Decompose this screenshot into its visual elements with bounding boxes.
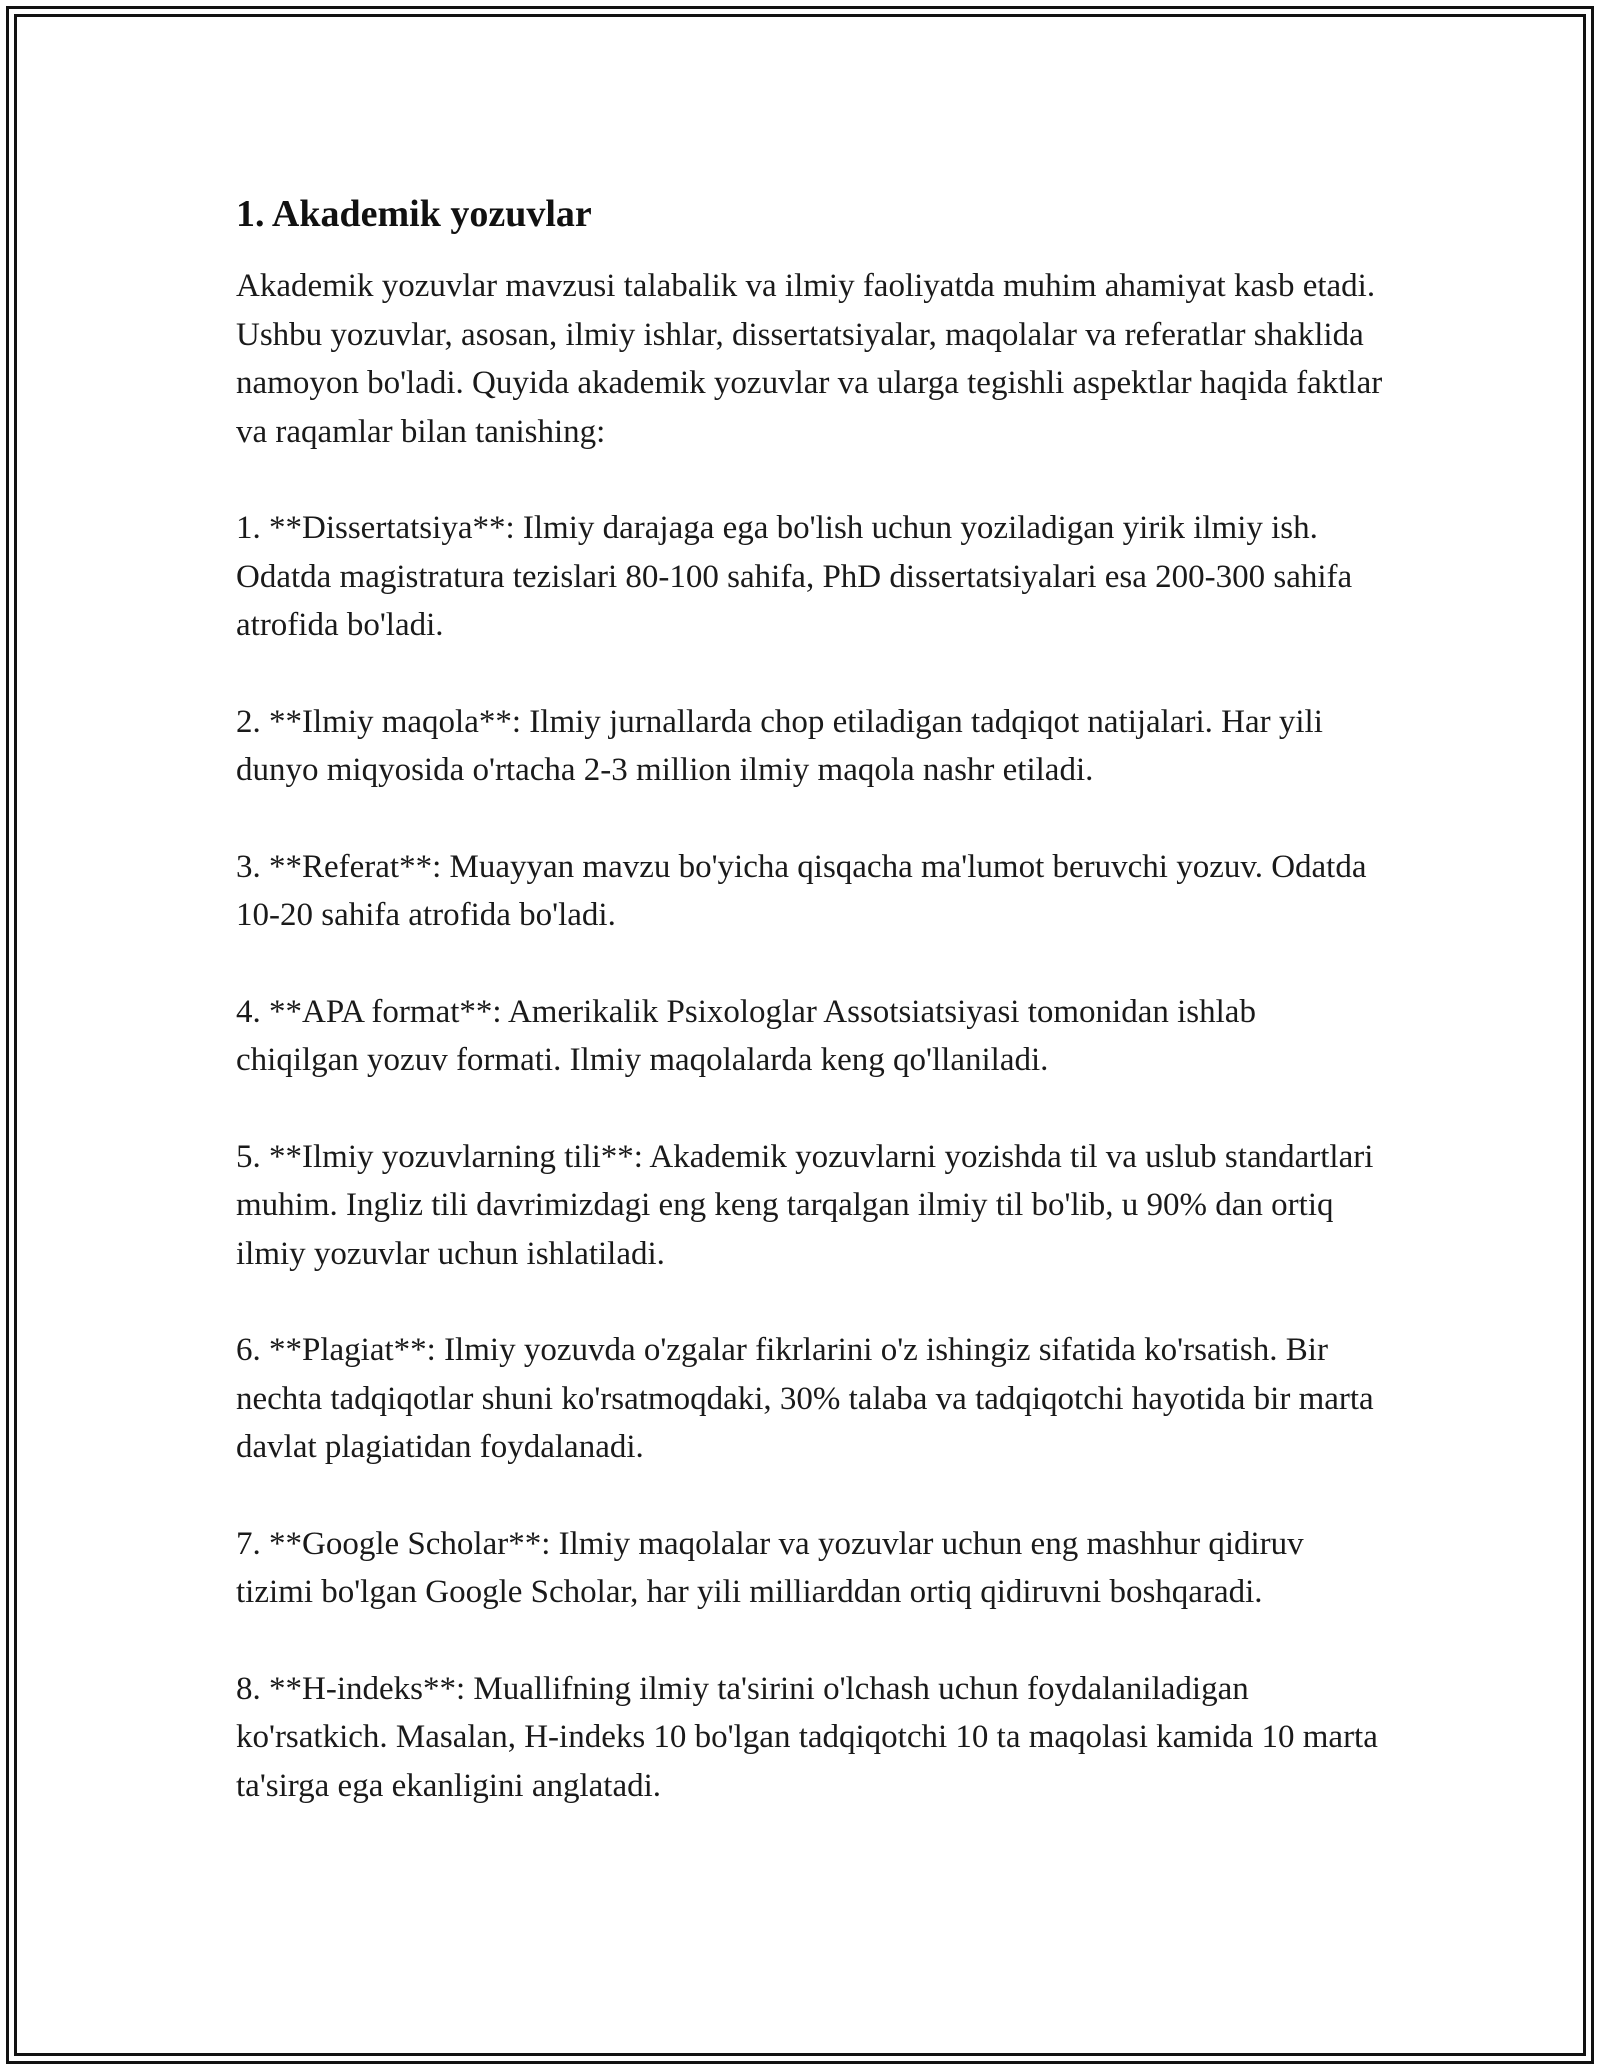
- list-item-dissertatsiya: 1. **Dissertatsiya**: Ilmiy darajaga ega bo'lish uchun yoziladigan yirik ilmiy ish. Odatda magistratura tezislari 80-100 sahifa, PhD dissertatsiyalari esa 200-300 sahifa atrofida bo'ladi.: [236, 510, 1353, 643]
- list-item-ilmiy-maqola: 2. **Ilmiy maqola**: Ilmiy jurnallarda chop etiladigan tadqiqot natijalari. Har yili dunyo miqyosida o'rtacha 2-3 million ilmiy maqola nashr etiladi.: [236, 703, 1323, 788]
- list-item-plagiat: 6. **Plagiat**: Ilmiy yozuvda o'zgalar fikrlarini o'z ishingiz sifatida ko'rsatish. Bir nechta tadqiqotlar shuni ko'rsatmoqdaki, 30% talaba va tadqiqotchi hayotida bir marta davlat plagiatidan foydalanadi.: [236, 1332, 1374, 1465]
- document-body: [236, 188, 1386, 1858]
- list-item-referat: 3. **Referat**: Muayyan mavzu bo'yicha qisqacha ma'lumot beruvchi yozuv. Odatda 10-20 sahifa atrofida bo'ladi.: [236, 848, 1367, 933]
- list-item-ilmiy-yozuvlar-tili: 5. **Ilmiy yozuvlarning tili**: Akademik yozuvlarni yozishda til va uslub standartlari muhim. Ingliz tili davrimizdagi eng keng tarqalgan ilmiy til bo'lib, u 90% dan ortiq ilmiy yozuvlar uchun ishlatiladi.: [236, 1138, 1374, 1272]
- list-item-google-scholar: 7. **Google Scholar**: Ilmiy maqolalar va yozuvlar uchun eng mashhur qidiruv tizimi bo'lgan Google Scholar, har yili milliarddan ortiq qidiruvni boshqaradi.: [236, 1525, 1304, 1610]
- document-title: 1. Akademik yozuvlar: [236, 193, 592, 235]
- list-item-apa-format: 4. **APA format**: Amerikalik Psixologlar Assotsiatsiyasi tomonidan ishlab chiqilgan yozuv formati. Ilmiy maqolalarda keng qo'llaniladi.: [236, 993, 1256, 1078]
- intro-paragraph: Akademik yozuvlar mavzusi talabalik va ilmiy faoliyatda muhim ahamiyat kasb etadi. Ushbu yozuvlar, asosan, ilmiy ishlar, dissertatsiyalar, maqolalar va referatlar shaklida namoyon bo'ladi. Quyida akademik yozuvlar va ularga tegishli aspektlar haqida faktlar va raqamlar bilan tanishing:: [236, 268, 1383, 450]
- list-item-h-indeks: 8. **H-indeks**: Muallifning ilmiy ta'sirini o'lchash uchun foydalaniladigan ko'rsatkich. Masalan, H-indeks 10 bo'lgan tadqiqotchi 10 ta maqolasi kamida 10 marta ta'sirga ega ekanligini anglatadi.: [236, 1670, 1378, 1804]
